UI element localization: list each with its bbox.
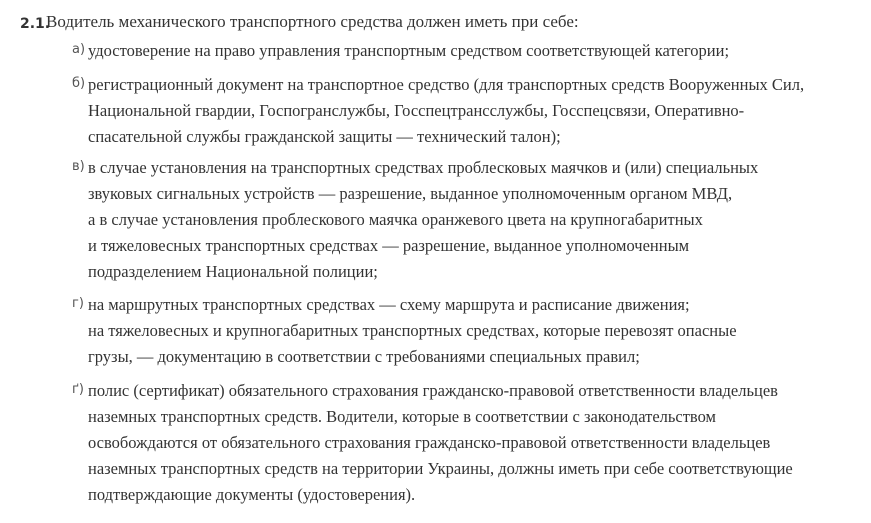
list-item bbox=[72, 292, 862, 370]
paragraph-intro-text: Водитель механического транспортного средства должен иметь при себе: bbox=[46, 12, 579, 31]
list-item-line: освобождаются от обязательного страхования гражданско-правовой ответственности владельцев bbox=[88, 433, 771, 452]
list-item-marker: б) bbox=[72, 76, 86, 91]
list-item-line: и тяжеловесных транспортных средствах — разрешение, выданное уполномоченным bbox=[88, 236, 690, 255]
list-item-line: звуковых сигнальных устройств — разрешение, выданное уполномоченным органом МВД, bbox=[88, 184, 733, 203]
list-item bbox=[72, 378, 862, 508]
list-item-marker: а) bbox=[72, 42, 86, 57]
list-item-line: спасательной службы гражданской защиты — технический талон); bbox=[88, 127, 561, 146]
list-item-marker: в) bbox=[72, 159, 85, 174]
list-item-line: регистрационный документ на транспортное средство (для транспортных средств Вооруженных Сил, bbox=[88, 75, 805, 94]
list-item-line: подтверждающие документы (удостоверения). bbox=[88, 485, 416, 504]
list-item-line: на тяжеловесных и крупногабаритных транспортных средствах, которые перевозят опасные bbox=[88, 321, 737, 340]
list-item-line: грузы, — документацию в соответствии с требованиями специальных правил; bbox=[88, 347, 640, 366]
list-item-line: подразделением Национальной полиции; bbox=[88, 262, 378, 281]
list-item-line: удостоверение на право управления транспортным средством соответствующей категории; bbox=[88, 41, 730, 60]
list-item bbox=[72, 72, 862, 150]
list-item-line: Национальной гвардии, Госпогранслужбы, Госспецтрансслужбы, Госспецсвязи, Оперативно- bbox=[88, 101, 745, 120]
list-item-line: полис (сертификат) обязательного страхования гражданско-правовой ответственности владельцев bbox=[88, 381, 778, 400]
list-item-line: а в случае установления проблескового маячка оранжевого цвета на крупногабаритных bbox=[88, 210, 703, 229]
list-item bbox=[72, 155, 862, 285]
list-item-line: наземных транспортных средств на территории Украины, должны иметь при себе соответствующие bbox=[88, 459, 793, 478]
list-item-marker: ґ) bbox=[72, 382, 84, 397]
list-item-line: в случае установления на транспортных средствах проблесковых маячков и (или) специальных bbox=[88, 158, 759, 177]
paragraph-number: 2.1. bbox=[20, 16, 51, 32]
list-item-line: на маршрутных транспортных средствах — схему маршрута и расписание движения; bbox=[88, 295, 690, 314]
list-item bbox=[72, 38, 862, 64]
list-item-marker: г) bbox=[72, 296, 84, 311]
list-item-line: наземных транспортных средств. Водители, которые в соответствии с законодательством bbox=[88, 407, 716, 426]
